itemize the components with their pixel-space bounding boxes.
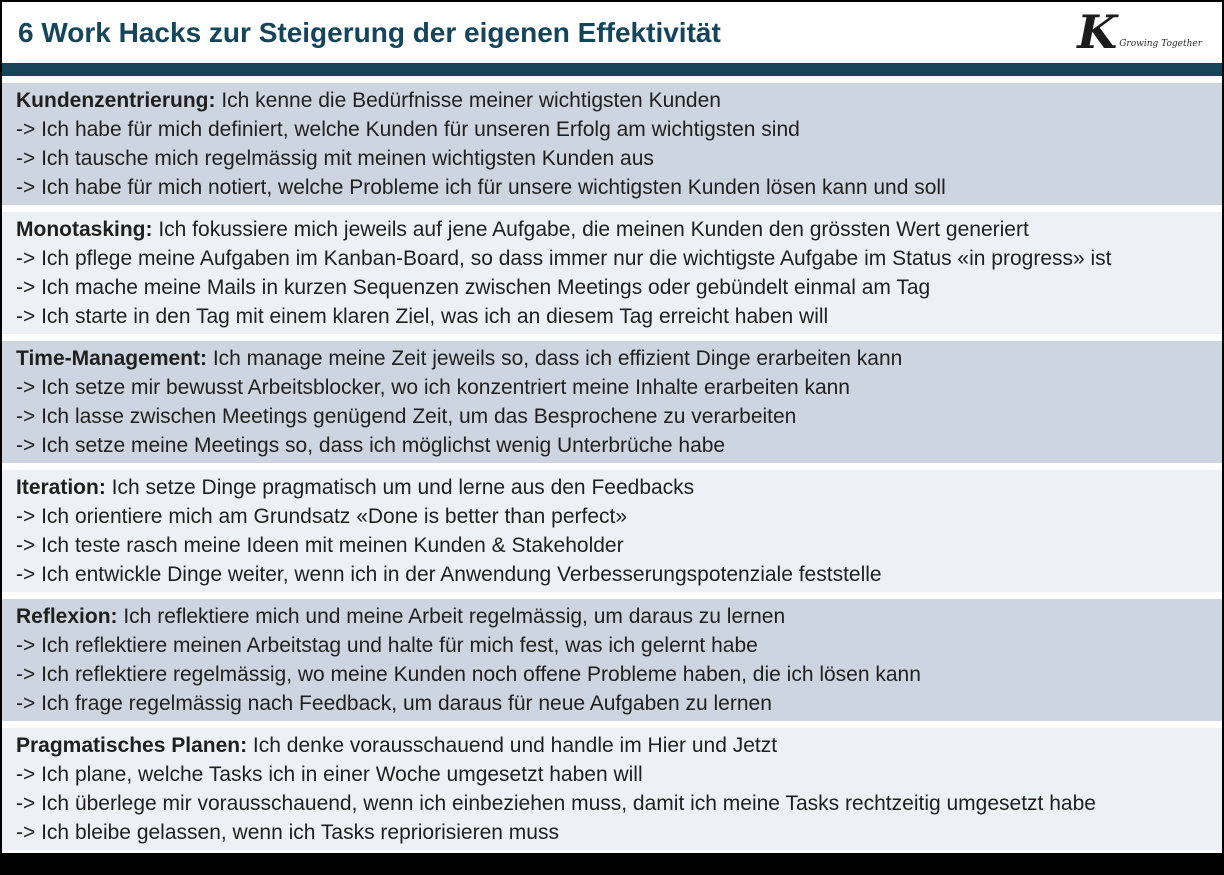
hack-item: -> Ich mache meine Mails in kurzen Sequenzen zwischen Meetings oder gebündelt einmal am Tag <box>16 276 931 299</box>
section-summary: Ich fokussiere mich jeweils auf jene Aufgabe, die meinen Kunden den grössten Wert generiert <box>152 218 1029 241</box>
section-summary: Ich kenne die Bedürfnisse meiner wichtigsten Kunden <box>215 89 721 112</box>
hack-item: -> Ich reflektiere meinen Arbeitstag und halte für mich fest, was ich gelernt habe <box>16 634 758 657</box>
section-kundenzentrierung <box>2 83 1222 205</box>
section-lead <box>16 473 1212 502</box>
section-title: Reflexion: <box>16 605 118 628</box>
hack-item: -> Ich habe für mich notiert, welche Probleme ich für unsere wichtigsten Kunden lösen kann und soll <box>16 176 946 199</box>
section-reflexion <box>2 599 1222 721</box>
company-logo <box>1077 4 1208 59</box>
hack-item: -> Ich orientiere mich am Grundsatz «Done is better than perfect» <box>16 505 628 528</box>
hack-item: -> Ich teste rasch meine Ideen mit meinen Kunden & Stakeholder <box>16 534 624 557</box>
section-lead <box>16 344 1212 373</box>
page-title: 6 Work Hacks zur Steigerung der eigenen Effektivität <box>18 16 721 48</box>
logo-k-icon: K <box>1077 4 1118 59</box>
section-title: Kundenzentrierung: <box>16 89 216 112</box>
section-monotasking <box>2 212 1222 334</box>
section-summary: Ich setze Dinge pragmatisch um und lerne aus den Feedbacks <box>105 476 695 499</box>
logo-tagline: Growing Together <box>1119 39 1202 50</box>
section-summary: Ich denke vorausschauend und handle im Hier und Jetzt <box>247 734 778 757</box>
section-lead <box>16 602 1212 631</box>
section-title: Pragmatisches Planen: <box>16 734 248 757</box>
header <box>2 2 1222 63</box>
hack-item: -> Ich plane, welche Tasks ich in einer Woche umgesetzt haben will <box>16 763 643 786</box>
section-lead <box>16 215 1212 244</box>
section-time-management <box>2 341 1222 463</box>
hack-item: -> Ich entwickle Dinge weiter, wenn ich in der Anwendung Verbesserungspotenziale feststelle <box>16 563 882 586</box>
hack-item: -> Ich pflege meine Aufgaben im Kanban-Board, so dass immer nur die wichtigste Aufgabe im Status «in progress» ist <box>16 247 1112 270</box>
footer-bar <box>2 853 1222 873</box>
hack-item: -> Ich habe für mich definiert, welche Kunden für unseren Erfolg am wichtigsten sind <box>16 118 800 141</box>
title-divider-bar <box>2 63 1222 76</box>
hack-item: -> Ich setze mir bewusst Arbeitsblocker, wo ich konzentriert meine Inhalte erarbeiten kann <box>16 376 850 399</box>
hack-item: -> Ich lasse zwischen Meetings genügend Zeit, um das Besprochene zu verarbeiten <box>16 405 797 428</box>
work-hacks-list <box>2 76 1222 853</box>
hack-item: -> Ich bleibe gelassen, wenn ich Tasks repriorisieren muss <box>16 821 559 844</box>
hack-item: -> Ich frage regelmässig nach Feedback, um daraus für neue Aufgaben zu lernen <box>16 692 772 715</box>
section-summary: Ich manage meine Zeit jeweils so, dass ich effizient Dinge erarbeiten kann <box>206 347 903 370</box>
section-title: Monotasking: <box>16 218 153 241</box>
hack-item: -> Ich starte in den Tag mit einem klaren Ziel, was ich an diesem Tag erreicht haben will <box>16 305 829 328</box>
section-lead <box>16 731 1212 760</box>
section-title: Iteration: <box>16 476 106 499</box>
hack-item: -> Ich tausche mich regelmässig mit meinen wichtigsten Kunden aus <box>16 147 654 170</box>
section-pragmatisches-planen <box>2 728 1222 850</box>
hack-item: -> Ich reflektiere regelmässig, wo meine Kunden noch offene Probleme haben, die ich lösen kann <box>16 663 921 686</box>
hack-item: -> Ich überlege mir vorausschauend, wenn ich einbeziehen muss, damit ich meine Tasks rechtzeitig umgesetzt habe <box>16 792 1096 815</box>
hack-item: -> Ich setze meine Meetings so, dass ich möglichst wenig Unterbrüche habe <box>16 434 726 457</box>
section-summary: Ich reflektiere mich und meine Arbeit regelmässig, um daraus zu lernen <box>117 605 786 628</box>
section-iteration <box>2 470 1222 592</box>
section-lead <box>16 86 1212 115</box>
section-title: Time-Management: <box>16 347 207 370</box>
